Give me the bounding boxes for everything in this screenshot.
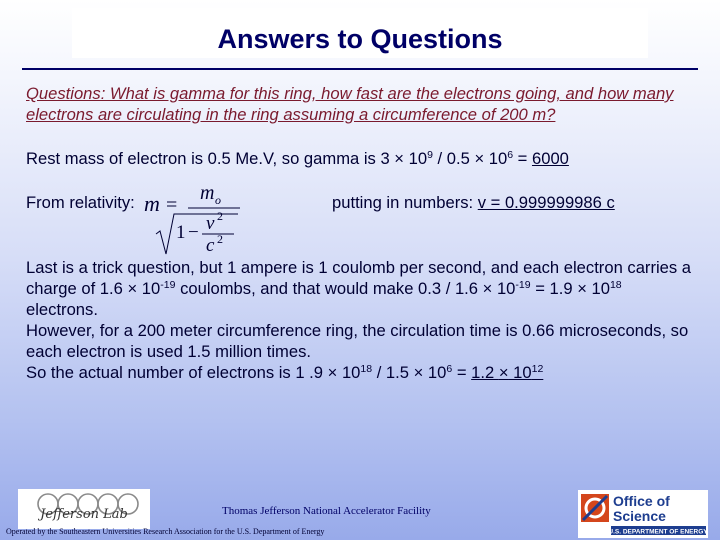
power-base: 10: [508, 363, 532, 382]
final-answer-base: 1.2: [471, 363, 499, 382]
relativity-label: From relativity:: [26, 193, 135, 212]
electron-count-paragraph: [26, 257, 694, 383]
velocity-result: v = 0.999999986 c: [477, 193, 615, 212]
formula-v-exponent: 2: [217, 209, 223, 223]
power-base: 10: [137, 279, 161, 298]
power-exponent: 6: [446, 363, 453, 375]
formula-m: m: [144, 191, 160, 216]
power-base: 10: [404, 149, 428, 168]
text-run: =: [452, 363, 472, 382]
power-exponent: 9: [427, 149, 433, 161]
final-answer: [471, 363, 543, 382]
times-symbol: ×: [482, 279, 493, 298]
times-symbol: ×: [327, 363, 338, 382]
putting-text: putting in numbers:: [332, 193, 478, 212]
question-text: Questions: What is gamma for this ring, how fast are the electrons going, and how many electrons are circulating in the ring assuming a circumference of 200 m?: [26, 84, 674, 124]
times-symbol: ×: [577, 279, 587, 298]
relativistic-mass-formula: [142, 180, 274, 256]
text-run: However, for a 200 meter circumference ring, the circulation time is 0.66 microseconds, so each electron is used 1.5 million times.: [26, 321, 689, 361]
slide-title: Answers to Questions: [217, 24, 503, 54]
times-symbol: ×: [127, 279, 138, 298]
title-rule: [22, 68, 698, 70]
lab-name: Thomas Jefferson National Accelerator Facility: [222, 505, 431, 517]
gamma-prefix: Rest mass of electron is 0.5 Me.V, so gamma is 3: [26, 149, 395, 168]
power-exponent: 6: [507, 149, 514, 161]
formula-c-exponent: 2: [217, 232, 223, 246]
power-exponent: -19: [160, 279, 176, 291]
formula-minus: −: [188, 222, 199, 243]
text-run: Last is a trick question, but 1 ampere is 1 coulomb per second, and each electron carries a charge of 1.6: [26, 258, 692, 298]
formula-equals: =: [166, 194, 178, 216]
oos-line3: U.S. DEPARTMENT OF ENERGY: [608, 528, 708, 536]
formula-m0-subscript: o: [215, 193, 221, 207]
text-run: coulombs, and that would make 0.3 / 1.6: [175, 279, 483, 298]
operated-by-text: Operated by the Southeastern Universities Research Association for the U.S. Department of Energy: [6, 527, 325, 536]
text-run: = 1.9: [530, 279, 578, 298]
gamma-mid: / 0.5: [432, 149, 475, 168]
power-base: 10: [337, 363, 361, 382]
power-base: 10: [423, 363, 447, 382]
formula-v: v: [206, 213, 215, 234]
formula-c: c: [206, 235, 215, 256]
gamma-result: 6000: [531, 149, 569, 168]
jefferson-lab-logo: [18, 489, 150, 529]
office-of-science-emblem: [581, 494, 609, 522]
office-of-science-logo: [578, 490, 708, 538]
power-exponent: 18: [609, 279, 622, 291]
power-base: 10: [484, 149, 508, 168]
jefferson-lab-logo-text: Jefferson Lab: [40, 507, 128, 522]
text-run: So the actual number of electrons is 1 .9: [26, 363, 328, 382]
text-run: / 1.5: [372, 363, 414, 382]
times-symbol: ×: [394, 149, 404, 168]
relativity-result-line: [332, 192, 615, 213]
power-exponent: -19: [515, 279, 531, 291]
text-run: electrons.: [26, 300, 98, 319]
oos-line2: Science: [613, 508, 666, 524]
power-exponent: 12: [531, 363, 544, 375]
gamma-equals: =: [513, 149, 532, 168]
power-exponent: 18: [360, 363, 373, 375]
power-base: 10: [586, 279, 610, 298]
title-box: [72, 8, 648, 58]
power-base: 10: [492, 279, 516, 298]
times-symbol: ×: [413, 363, 424, 382]
times-symbol: ×: [498, 363, 509, 382]
gamma-line: [26, 148, 696, 169]
formula-one: 1: [176, 222, 186, 243]
oos-line1: Office of: [613, 493, 670, 509]
times-symbol: ×: [474, 149, 485, 168]
formula-m0: m: [200, 182, 215, 204]
